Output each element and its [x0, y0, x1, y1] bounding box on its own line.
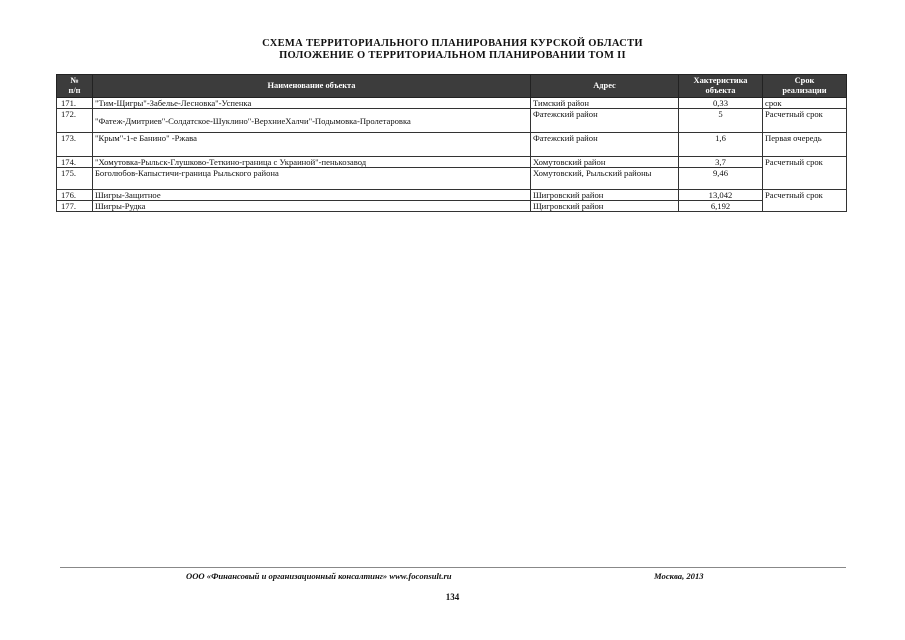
object-characteristic: 5 — [679, 109, 763, 133]
column-header-number — [57, 75, 93, 98]
column-header-term-line2: реализации — [782, 86, 827, 95]
row-number: 174. — [57, 157, 93, 168]
object-term: Расчетный срок — [763, 190, 847, 212]
object-name: "Крым"-1-е Банино" -Ржава — [93, 133, 531, 157]
object-name: "Фатеж-Дмитриев"-Солдатское-Шуклино"-ВерхниеХалчи"-Подымовка-Пролетаровка — [93, 109, 531, 133]
column-header-number-line1: № — [70, 76, 79, 85]
object-address: Шигровский район — [531, 190, 679, 201]
object-address: Тимский район — [531, 98, 679, 109]
column-header-term-line1: Срок — [794, 76, 815, 85]
column-header-characteristic-line2: объекта — [705, 86, 736, 95]
row-number: 177. — [57, 201, 93, 212]
object-characteristic: 13,042 — [679, 190, 763, 201]
document-title: СХЕМА ТЕРРИТОРИАЛЬНОГО ПЛАНИРОВАНИЯ КУРСКОЙ ОБЛАСТИ — [262, 38, 643, 49]
row-number: 172. — [57, 109, 93, 133]
object-name: Шигры-Рудка — [93, 201, 531, 212]
document-subtitle: ПОЛОЖЕНИЕ О ТЕРРИТОРИАЛЬНОМ ПЛАНИРОВАНИИ ТОМ II — [279, 50, 626, 61]
object-address: Фатежский район — [531, 109, 679, 133]
object-characteristic: 3,7 — [679, 157, 763, 168]
object-term: Первая очередь — [763, 133, 847, 157]
object-address: Фатежский район — [531, 133, 679, 157]
footer-city-year: Москва, 2013 — [654, 571, 704, 581]
row-number: 171. — [57, 98, 93, 109]
object-address: Щигровский район — [531, 201, 679, 212]
footer-divider — [60, 567, 846, 568]
object-address: Хомутовский район — [531, 157, 679, 168]
table-row — [57, 109, 847, 133]
object-term: Расчетный срок — [763, 109, 847, 133]
object-term: Расчетный срок — [763, 157, 847, 190]
table-row — [57, 98, 847, 109]
table-header-row — [57, 75, 847, 98]
page-number: 134 — [445, 592, 460, 602]
column-header-address: Адрес — [531, 75, 679, 98]
column-header-term — [763, 75, 847, 98]
object-characteristic: 6,192 — [679, 201, 763, 212]
table-row — [57, 201, 847, 212]
object-characteristic: 9,46 — [679, 168, 763, 190]
table-row — [57, 168, 847, 190]
column-header-characteristic — [679, 75, 763, 98]
object-term: срок — [763, 98, 847, 109]
row-number: 175. — [57, 168, 93, 190]
table-row — [57, 157, 847, 168]
object-name: Шигры-Защитное — [93, 190, 531, 201]
object-characteristic: 1,6 — [679, 133, 763, 157]
table-row — [57, 190, 847, 201]
object-name: "Хомутовка-Рыльск-Глушково-Теткино-граница с Украиной"-пенькозавод — [93, 157, 531, 168]
column-header-name: Наименование объекта — [93, 75, 531, 98]
footer-company: ООО «Финансовый и организационный консалтинг» www.foconsult.ru — [186, 571, 452, 581]
object-characteristic: 0,33 — [679, 98, 763, 109]
object-name: "Тим-Щигры"-Забелье-Лесновка"-Успенка — [93, 98, 531, 109]
column-header-number-line2: п/п — [68, 86, 81, 95]
row-number: 176. — [57, 190, 93, 201]
objects-table — [56, 74, 847, 212]
object-address: Хомутовский, Рыльский районы — [531, 168, 679, 190]
table-row — [57, 133, 847, 157]
object-name: Боголюбов-Капыстичи-граница Рыльского района — [93, 168, 531, 190]
row-number: 173. — [57, 133, 93, 157]
column-header-characteristic-line1: Хактеристика — [693, 76, 748, 85]
